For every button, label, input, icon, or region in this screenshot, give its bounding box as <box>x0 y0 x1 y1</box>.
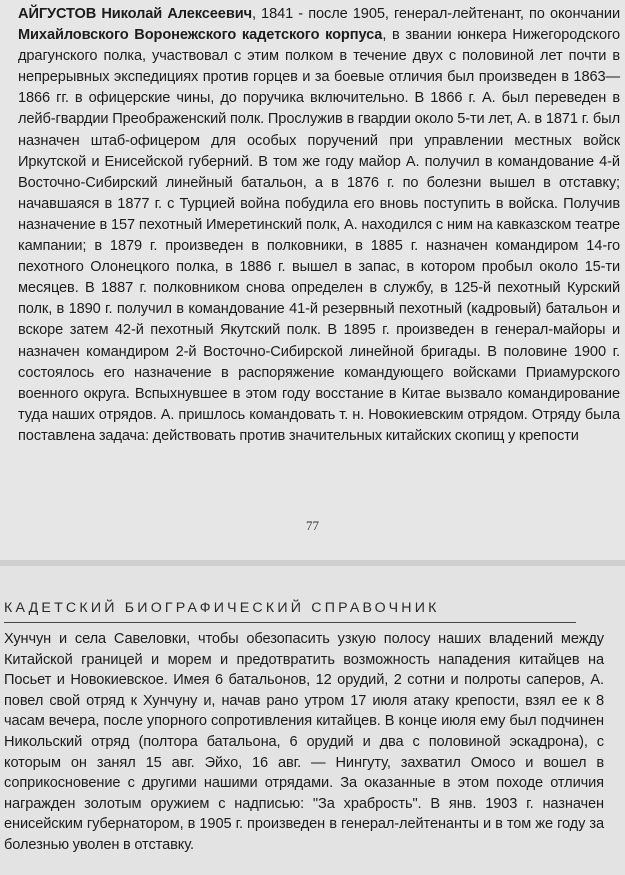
page-number: 77 <box>306 518 319 533</box>
biography-entry-top <box>18 4 620 447</box>
entry-intro: , 1841 - после 1905, генерал-лейтенант, по окончании <box>251 6 620 22</box>
biography-entry-continued: Хунчун и села Савеловки, чтобы обезопасить узкую полосу наших владений между Китайской границей и морем и предотвратить возможность нападения китайцев на Посьет и Новокиевское. Имея 6 батальонов, 12 орудий, 2 сотни и полроты саперов, А. повел свой отряд к Хунчуну и, начав рано утром 17 июля атаку крепости, взял ее к 8 часам вечера, после упорного сопротивления китайцев. В конце июля ему был подчинен Никольский отряд (полтора батальона, 6 орудий и два с половиной эскадрона), с которым он занял 15 авг. Эйхо, 16 авг. — Нингуту, захватил Омосо и вошел в соприкосновение с другими нашими отрядами. За оказанные в этом походе отличия награжден золотым оружием с надписью: "За храбрость". В янв. 1903 г. назначен енисейским губернатором, в 1905 г. произведен в генерал-лейтенанты и в том же году за болезнью уволен в отставку. <box>4 631 604 853</box>
school-name: Михайловского Воронежского кадетского корпуса <box>18 27 383 44</box>
running-head: КАДЕТСКИЙ БИОГРАФИЧЕСКИЙ СПРАВОЧНИК <box>4 600 440 616</box>
running-head-rule <box>4 622 576 623</box>
entry-name: АЙГУСТОВ Николай Алексеевич <box>18 6 252 22</box>
entry-body: , в звании юнкера Нижегородского драгунского полка, участвовал с этим полком в течение двух с половиной лет почти в непрерывных экспедициях против горцев и за боевые отличия был произведен в 1863—1866 гг. в офицерские чины, до поручика включительно. В 1866 г. А. был переведен в лейб-гвардии Преображенский полк. Прослужив в гвардии около 5-ти лет, А. в 1871 г. был назначен штаб-офицером для особых поручений при управлении местных войск Иркутской и Енисейской губерний. В том же году майор А. получил в командование 4-й Восточно-Сибирский линейный батальон, а в 1876 г. по болезни вышел в отставку; начавшаяся в 1877 г. с Турцией война побудила его вновь поступить в войска. Получив назначение в 157 пехотный Имеретинский полк, А. находился с ним на кавказском театре кампании; в 1879 г. произведен в полковники, в 1885 г. назначен командиром 14-го пехотного Олонецкого полка, в 1886 г. вышел в запас, в котором пробыл около 15-ти месяцев. В 1887 г. полковником снова определен в службу, в 125-й пехотный Курский полк, в 1890 г. получил в командование 41-й резервный пехотный (кадровый) батальон и вскоре затем 42-й пехотный Якутский полк. В 1895 г. произведен в генерал-майоры и назначен командиром 2-й Восточно-Сибирской линейной бригады. В половине 1900 г. состоялось его назначение в распоряжение командующего войсками Приамурского военного округа. Вспыхнувшее в этом году восстание в Китае вызвало командирование туда наших отрядов. А. пришлось командовать т. н. Новокиевским отрядом. Отряду была поставлена задача: действовать против значительных китайских скопищ у крепости <box>18 27 620 444</box>
